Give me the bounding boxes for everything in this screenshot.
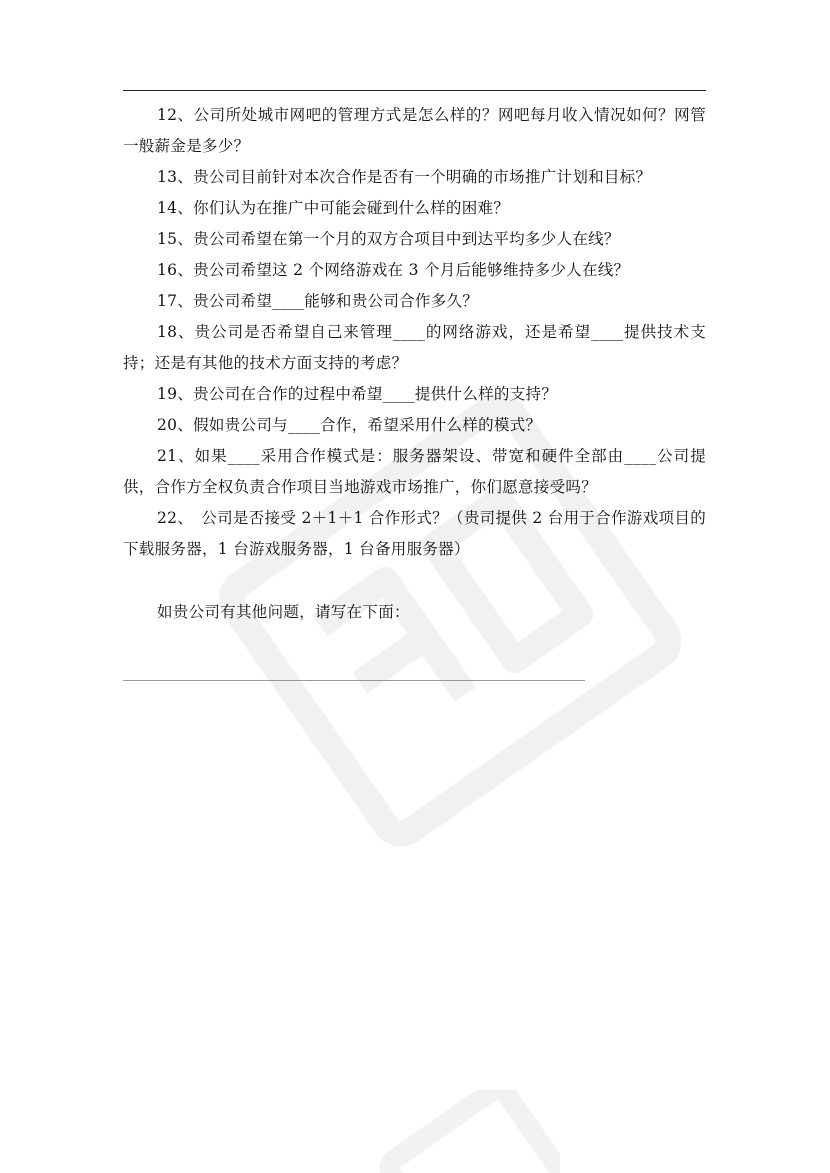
question-12: 12、公司所处城市网吧的管理方式是怎么样的？网吧每月收入情况如何？网管一般薪金是多少？: [123, 106, 706, 155]
watermark-stamp-bottom: [360, 1090, 560, 1173]
header-rule: [123, 90, 706, 91]
question-17: 17、贵公司希望____能够和贵公司合作多久？: [157, 292, 479, 310]
question-20: 20、假如贵公司与____合作，希望采用什么样的模式？: [157, 416, 542, 434]
closing-prompt: 如贵公司有其他问题，请写在下面：: [157, 603, 410, 621]
question-13: 13、贵公司目前针对本次合作是否有一个明确的市场推广计划和目标？: [157, 168, 652, 186]
question-19: 19、贵公司在合作的过程中希望____提供什么样的支持？: [157, 385, 558, 403]
question-16: 16、贵公司希望这 2 个网络游戏在 3 个月后能够维持多少人在线？: [157, 261, 630, 279]
question-22: 22、 公司是否接受 2＋1＋1 合作形式？（贵司提供 2 台用于合作游戏项目的下载服务器，1 台游戏服务器，1 台备用服务器）: [123, 509, 706, 558]
question-15: 15、贵公司希望在第一个月的双方合项目中到达平均多少人在线？: [157, 230, 620, 248]
question-21: 21、如果____采用合作模式是：服务器架设、带宽和硬件全部由____公司提供，合作方全权负责合作项目当地游戏市场推广，你们愿意接受吗？: [123, 447, 706, 496]
question-14: 14、你们认为在推广中可能会碰到什么样的困难？: [157, 199, 510, 217]
question-18: 18、贵公司是否希望自己来管理____的网络游戏，还是希望____提供技术支持；还是有其他的技术方面支持的考虑？: [123, 323, 706, 372]
answer-line[interactable]: [123, 680, 585, 681]
questionnaire-body: [123, 100, 706, 628]
